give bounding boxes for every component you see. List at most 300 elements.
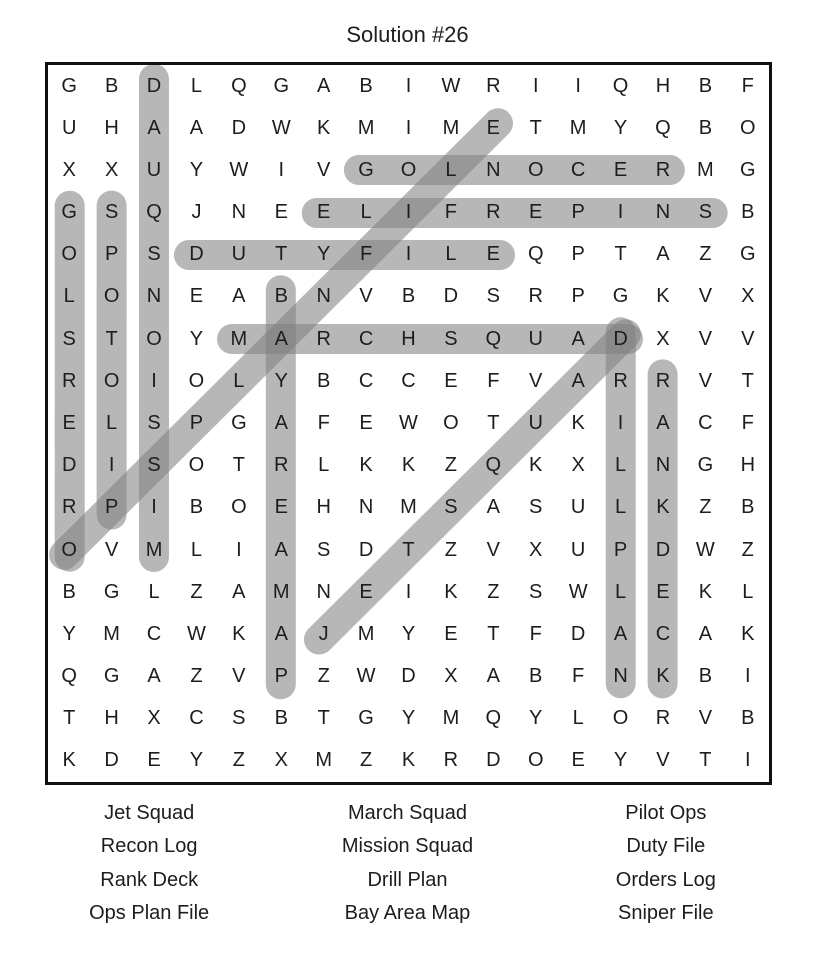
grid-cell-r7-c9: H <box>401 327 416 350</box>
grid-cell-r5-c12: Q <box>527 243 544 266</box>
grid-cell-r1-c16: B <box>698 74 713 97</box>
grid-cell-r4-c13: P <box>571 201 585 224</box>
word-list-item: March Squad <box>348 802 467 824</box>
grid-cell-r2-c2: H <box>104 116 119 139</box>
grid-cell-r12-c10: Z <box>444 538 458 561</box>
grid-cell-r13-c1: B <box>62 580 76 603</box>
grid-cell-r5-c10: L <box>445 243 457 266</box>
grid-cell-r1-c9: I <box>405 74 412 97</box>
grid-cell-r9-c7: F <box>317 411 330 434</box>
word-list <box>20 797 795 931</box>
grid-cell-r9-c4: P <box>189 411 204 434</box>
grid-cell-r16-c7: T <box>317 707 330 730</box>
grid-cell-r15-c3: A <box>147 665 161 688</box>
grid-cell-r17-c12: O <box>527 749 544 772</box>
grid-cell-r14-c10: E <box>444 622 458 645</box>
grid-cell-r6-c15: K <box>656 285 670 308</box>
word-list-item: Jet Squad <box>104 802 195 824</box>
grid-cell-r14-c9: Y <box>401 622 416 645</box>
grid-cell-r15-c12: B <box>529 665 543 688</box>
grid-cell-r4-c5: N <box>231 201 247 224</box>
grid-cell-r13-c15: E <box>656 580 670 603</box>
grid-cell-r5-c3: S <box>147 243 161 266</box>
grid-cell-r5-c8: F <box>359 243 373 266</box>
grid-cell-r15-c2: G <box>103 665 120 688</box>
grid-cell-r9-c14: I <box>617 411 624 434</box>
grid-cell-r16-c10: M <box>442 707 460 730</box>
grid-cell-r16-c9: Y <box>401 707 416 730</box>
grid-cell-r12-c7: S <box>317 538 331 561</box>
grid-cell-r15-c10: X <box>444 665 458 688</box>
grid-cell-r10-c15: N <box>655 454 671 477</box>
grid-cell-r8-c5: L <box>233 369 245 392</box>
grid-cell-r17-c7: M <box>315 749 332 772</box>
grid-cell-r4-c4: J <box>191 201 202 224</box>
grid-cell-r8-c8: C <box>358 369 374 392</box>
puzzle-title: Solution #26 <box>346 22 469 47</box>
grid-cell-r13-c13: W <box>568 580 588 603</box>
grid-cell-r16-c12: Y <box>529 707 543 730</box>
grid-cell-r6-c16: V <box>698 285 713 308</box>
grid-cell-r17-c1: K <box>62 749 76 772</box>
grid-cell-r15-c15: K <box>656 665 670 688</box>
grid-cell-r16-c8: G <box>358 707 374 730</box>
grid-cell-r4-c7: E <box>317 201 331 224</box>
grid-cell-r10-c8: K <box>359 454 373 477</box>
grid-cell-r3-c16: M <box>697 158 714 181</box>
grid-cell-r16-c3: X <box>147 707 161 730</box>
grid-cell-r15-c5: V <box>232 665 246 688</box>
grid-cell-r15-c1: Q <box>61 665 77 688</box>
grid-cell-r1-c2: B <box>104 74 119 97</box>
grid-cell-r17-c6: X <box>274 749 288 772</box>
grid-cell-r10-c14: L <box>614 454 627 477</box>
grid-cell-r8-c12: V <box>529 369 543 392</box>
grid-cell-r16-c13: L <box>572 707 584 730</box>
grid-cell-r11-c5: O <box>231 496 247 519</box>
grid-cell-r12-c9: T <box>402 538 415 561</box>
grid-cell-r16-c11: Q <box>485 707 502 730</box>
grid-cell-r4-c10: F <box>444 201 458 224</box>
grid-cell-r6-c13: P <box>571 285 585 308</box>
grid-cell-r8-c15: R <box>655 369 671 392</box>
grid-cell-r10-c3: S <box>147 454 161 477</box>
grid-cell-r6-c6: B <box>274 285 288 308</box>
grid-cell-r10-c1: D <box>61 454 77 477</box>
grid-cell-r1-c13: I <box>575 74 581 97</box>
grid-cell-r12-c1: O <box>61 538 77 561</box>
grid-cell-r16-c1: T <box>63 707 76 730</box>
grid-cell-r13-c12: S <box>529 580 543 603</box>
grid-cell-r7-c3: O <box>146 327 162 350</box>
grid-cell-r5-c6: T <box>275 243 288 266</box>
grid-cell-r7-c16: V <box>698 327 713 350</box>
grid-cell-r16-c5: S <box>232 707 246 730</box>
word-list-item: Rank Deck <box>100 868 199 891</box>
grid-cell-r2-c9: I <box>405 116 412 139</box>
grid-cell-r3-c11: N <box>486 158 501 181</box>
grid-cell-r14-c6: A <box>274 622 288 645</box>
grid-cell-r2-c12: T <box>529 116 542 139</box>
grid-cell-r4-c17: B <box>741 201 755 224</box>
grid-cell-r9-c2: L <box>106 411 118 434</box>
grid-cell-r8-c13: A <box>571 369 585 392</box>
grid-cell-r4-c11: R <box>486 201 501 224</box>
grid-cell-r14-c8: M <box>357 622 375 645</box>
grid-cell-r14-c12: F <box>529 622 542 645</box>
grid-cell-r6-c11: S <box>486 285 500 308</box>
grid-cell-r10-c10: Z <box>444 454 458 477</box>
grid-cell-r8-c17: T <box>741 369 754 392</box>
grid-cell-r5-c15: A <box>656 243 670 266</box>
word-list-item: Pilot Ops <box>625 802 707 824</box>
grid-cell-r5-c4: D <box>189 243 204 266</box>
grid-cell-r3-c12: O <box>527 158 544 181</box>
grid-cell-r11-c6: E <box>274 496 288 519</box>
grid-cell-r15-c8: W <box>356 665 376 688</box>
grid-cell-r12-c16: W <box>695 538 715 561</box>
word-list-item: Drill Plan <box>367 868 448 891</box>
grid-cell-r2-c15: Q <box>655 116 671 139</box>
grid-cell-r10-c11: Q <box>485 454 502 477</box>
grid-cell-r4-c1: G <box>61 201 77 224</box>
grid-cell-r1-c4: L <box>190 74 202 97</box>
grid-cell-r8-c10: E <box>444 369 458 392</box>
grid-cell-r8-c14: R <box>613 369 628 392</box>
grid-cell-r4-c15: N <box>655 201 671 224</box>
grid-cell-r17-c10: R <box>443 749 459 772</box>
grid-cell-r1-c6: G <box>273 74 290 97</box>
grid-cell-r12-c17: Z <box>741 538 754 561</box>
word-list-item: Ops Plan File <box>89 902 210 925</box>
grid-cell-r16-c15: R <box>655 707 671 730</box>
grid-cell-r1-c12: I <box>532 74 539 97</box>
grid-cell-r15-c7: Z <box>317 665 330 688</box>
grid-cell-r1-c5: Q <box>231 74 247 97</box>
grid-cell-r11-c17: B <box>741 496 755 519</box>
grid-cell-r9-c11: T <box>487 411 500 434</box>
word-list-item: Recon Log <box>100 835 198 858</box>
grid-cell-r12-c15: D <box>655 538 671 561</box>
grid-cell-r4-c2: S <box>104 201 119 224</box>
grid-cell-r3-c6: I <box>278 158 285 181</box>
grid-cell-r4-c12: E <box>529 201 543 224</box>
grid-cell-r6-c7: N <box>316 285 331 308</box>
grid-cell-r1-c7: A <box>317 74 331 97</box>
grid-cell-r14-c14: A <box>613 622 628 645</box>
grid-cell-r2-c8: M <box>357 116 375 139</box>
grid-cell-r10-c5: T <box>232 454 245 477</box>
grid-cell-r17-c5: Z <box>232 749 245 772</box>
grid-cell-r3-c17: G <box>740 158 756 181</box>
grid-cell-r9-c16: C <box>698 411 713 434</box>
grid-cell-r16-c17: B <box>741 707 755 730</box>
grid-cell-r16-c2: H <box>104 707 119 730</box>
grid-cell-r13-c8: E <box>359 580 373 603</box>
grid-cell-r6-c17: X <box>741 285 755 308</box>
grid-cell-r1-c1: G <box>61 74 77 97</box>
grid-cell-r13-c2: G <box>103 580 120 603</box>
grid-cell-r17-c16: T <box>699 749 712 772</box>
grid-cell-r2-c1: U <box>61 116 77 139</box>
grid-cell-r14-c1: Y <box>62 622 76 645</box>
grid-cell-r3-c13: C <box>570 158 586 181</box>
grid-cell-r10-c17: H <box>740 454 756 477</box>
grid-cell-r11-c4: B <box>189 496 204 519</box>
grid-cell-r8-c1: R <box>61 369 77 392</box>
grid-cell-r15-c11: A <box>486 665 500 688</box>
grid-cell-r15-c13: F <box>572 665 585 688</box>
grid-cell-r13-c4: Z <box>190 580 203 603</box>
word-list-column-3 <box>537 797 795 931</box>
grid-cell-r3-c7: V <box>317 158 331 181</box>
grid-cell-r12-c14: P <box>613 538 628 561</box>
grid-cell-r12-c4: L <box>190 538 202 561</box>
grid-cell-r2-c6: W <box>271 116 291 139</box>
wordsearch-grid <box>45 62 772 785</box>
grid-cell-r1-c3: D <box>146 74 162 97</box>
grid-cell-r2-c5: D <box>231 116 247 139</box>
grid-cell-r13-c11: Z <box>487 580 500 603</box>
grid-cell-r5-c13: P <box>571 243 585 266</box>
grid-cell-r14-c16: A <box>698 622 713 645</box>
grid-cell-r7-c12: U <box>528 327 543 350</box>
grid-cell-r9-c13: K <box>571 411 585 434</box>
grid-cell-r11-c9: M <box>400 496 417 519</box>
grid-cell-r13-c6: M <box>272 580 290 603</box>
grid-cell-r11-c15: K <box>656 496 670 519</box>
grid-cell-r14-c3: C <box>146 622 162 645</box>
grid-cell-r16-c6: B <box>274 707 288 730</box>
grid-cell-r16-c14: O <box>612 707 629 730</box>
grid-cell-r17-c11: D <box>486 749 501 772</box>
word-list-item: Duty File <box>626 835 706 858</box>
grid-cell-r16-c16: V <box>698 707 713 730</box>
grid-cell-r9-c3: S <box>147 411 161 434</box>
grid-cell-r3-c4: Y <box>189 158 204 181</box>
grid-cell-r12-c5: I <box>236 538 242 561</box>
grid-cell-r15-c4: Z <box>190 665 203 688</box>
grid-cell-r10-c16: G <box>697 454 714 477</box>
grid-cell-r17-c8: Z <box>359 749 373 772</box>
grid-cell-r8-c11: F <box>487 369 500 392</box>
grid-cell-r9-c5: G <box>231 411 247 434</box>
grid-cell-r6-c1: L <box>63 285 75 308</box>
grid-cell-r5-c14: T <box>614 243 627 266</box>
grid-cell-r10-c4: O <box>188 454 205 477</box>
grid-cell-r1-c15: H <box>655 74 671 97</box>
grid-cell-r10-c7: L <box>318 454 330 477</box>
grid-cell-r13-c10: K <box>444 580 458 603</box>
grid-cell-r14-c13: D <box>570 622 586 645</box>
grid-cell-r8-c6: Y <box>274 369 288 392</box>
grid-cell-r4-c3: Q <box>146 201 162 224</box>
grid-cell-r1-c14: Q <box>612 74 629 97</box>
grid-cell-r12-c6: A <box>274 538 288 561</box>
grid-cell-r3-c1: X <box>62 158 76 181</box>
grid-cell-r7-c10: S <box>444 327 458 350</box>
grid-cell-r1-c11: R <box>486 74 501 97</box>
grid-cell-r17-c3: E <box>147 749 161 772</box>
grid-cell-r13-c3: L <box>148 580 160 603</box>
grid-cell-r2-c17: O <box>740 116 756 139</box>
grid-cell-r7-c11: Q <box>485 327 502 350</box>
grid-cell-r8-c4: O <box>188 369 205 392</box>
grid-cell-r6-c10: D <box>443 285 459 308</box>
grid-cell-r7-c6: A <box>274 327 288 350</box>
grid-cell-r5-c9: I <box>405 243 412 266</box>
grid-cell-r13-c9: I <box>405 580 412 603</box>
grid-cell-r8-c2: O <box>103 369 120 392</box>
grid-cell-r1-c17: F <box>741 74 754 97</box>
grid-cell-r14-c15: C <box>655 622 671 645</box>
grid-cell-r16-c4: C <box>189 707 204 730</box>
grid-cell-r15-c6: P <box>274 665 288 688</box>
grid-cell-r5-c16: Z <box>699 243 712 266</box>
grid-cell-r5-c5: U <box>231 243 247 266</box>
grid-cell-r14-c17: K <box>741 622 755 645</box>
grid-cell-r5-c7: Y <box>317 243 331 266</box>
grid-cell-r17-c15: V <box>656 749 670 772</box>
grid-cell-r15-c17: I <box>745 665 751 688</box>
grid-cell-r7-c17: V <box>741 327 755 350</box>
grid-cell-r2-c4: A <box>189 116 204 139</box>
grid-cell-r3-c14: E <box>613 158 628 181</box>
grid-cell-r9-c9: W <box>399 411 418 434</box>
grid-cell-r9-c6: A <box>274 411 288 434</box>
grid-cell-r17-c17: I <box>745 749 751 772</box>
grid-cell-r2-c10: M <box>442 116 460 139</box>
grid-cell-r3-c15: R <box>655 158 671 181</box>
grid-cell-r15-c9: D <box>401 665 416 688</box>
grid-cell-r7-c2: T <box>105 327 118 350</box>
grid-cell-r3-c10: L <box>445 158 457 181</box>
grid-cell-r14-c7: J <box>318 622 329 645</box>
grid-cell-r7-c7: R <box>316 327 331 350</box>
grid-cell-r17-c14: Y <box>613 749 628 772</box>
grid-cell-r7-c4: Y <box>189 327 204 350</box>
grid-cell-r5-c17: G <box>740 243 756 266</box>
grid-cell-r12-c12: X <box>529 538 543 561</box>
grid-cell-r5-c1: O <box>61 243 77 266</box>
grid-cell-r1-c10: W <box>441 74 461 97</box>
grid-cell-r11-c14: L <box>614 496 627 519</box>
grid-cell-r13-c7: N <box>316 580 331 603</box>
grid-cell-r7-c15: X <box>656 327 670 350</box>
grid-cell-r11-c16: Z <box>699 496 712 519</box>
word-list-item: Sniper File <box>618 902 714 925</box>
grid-cell-r7-c14: D <box>613 327 628 350</box>
grid-cell-r6-c2: O <box>103 285 120 308</box>
grid-cell-r15-c16: B <box>698 665 713 688</box>
grid-cell-r5-c11: E <box>486 243 500 266</box>
grid-cell-r2-c13: M <box>569 116 587 139</box>
word-list-item: Mission Squad <box>341 835 474 858</box>
grid-cell-r4-c16: S <box>698 201 713 224</box>
grid-cell-r6-c12: R <box>528 285 543 308</box>
grid-cell-r2-c11: E <box>486 116 500 139</box>
grid-cell-r7-c8: C <box>358 327 374 350</box>
grid-cell-r14-c11: T <box>487 622 500 645</box>
grid-cell-r4-c9: I <box>405 201 412 224</box>
grid-cell-r12-c2: V <box>104 538 119 561</box>
grid-cell-r13-c5: A <box>232 580 246 603</box>
grid-cell-r6-c9: B <box>401 285 416 308</box>
grid-cell-r10-c6: R <box>274 454 289 477</box>
grid-cell-r10-c12: K <box>529 454 543 477</box>
grid-cell-r11-c7: H <box>316 496 331 519</box>
grid-cell-r13-c14: L <box>614 580 627 603</box>
grid-cell-r11-c11: A <box>486 496 500 519</box>
grid-cell-r9-c1: E <box>62 411 76 434</box>
grid-cell-r15-c14: N <box>613 665 628 688</box>
grid-cell-r8-c9: C <box>401 369 416 392</box>
word-list-column-2 <box>278 797 536 931</box>
grid-cell-r3-c9: O <box>400 158 417 181</box>
grid-cell-r4-c6: E <box>274 201 288 224</box>
grid-cell-r10-c13: X <box>571 454 585 477</box>
grid-cell-r17-c4: Y <box>189 749 204 772</box>
grid-cell-r9-c12: U <box>528 411 543 434</box>
grid-cell-r11-c3: I <box>151 496 157 519</box>
grid-cell-r3-c5: W <box>229 158 249 181</box>
letters-layer <box>48 65 769 782</box>
grid-cell-r14-c4: W <box>186 622 206 645</box>
grid-cell-r9-c8: E <box>359 411 373 434</box>
grid-cell-r1-c8: B <box>359 74 373 97</box>
grid-cell-r7-c13: A <box>571 327 585 350</box>
grid-cell-r3-c2: X <box>104 158 119 181</box>
grid-cell-r11-c1: R <box>61 496 77 519</box>
grid-cell-r5-c2: P <box>104 243 119 266</box>
grid-cell-r11-c10: S <box>444 496 458 519</box>
grid-cell-r6-c5: A <box>232 285 246 308</box>
grid-cell-r6-c4: E <box>189 285 204 308</box>
grid-cell-r2-c14: Y <box>613 116 628 139</box>
grid-cell-r3-c8: G <box>358 158 374 181</box>
grid-cell-r12-c3: M <box>145 538 163 561</box>
grid-cell-r7-c1: S <box>62 327 76 350</box>
grid-cell-r2-c7: K <box>317 116 331 139</box>
grid-cell-r11-c12: S <box>529 496 543 519</box>
grid-cell-r8-c16: V <box>698 369 713 392</box>
grid-cell-r10-c2: I <box>108 454 115 477</box>
grid-cell-r10-c9: K <box>401 454 416 477</box>
word-list-item: Bay Area Map <box>344 902 471 925</box>
grid-cell-r9-c15: A <box>656 411 670 434</box>
grid-cell-r7-c5: M <box>230 327 248 350</box>
grid-cell-r6-c8: V <box>359 285 373 308</box>
grid-cell-r12-c8: D <box>358 538 374 561</box>
grid-cell-r2-c16: B <box>698 116 713 139</box>
grid-cell-r9-c10: O <box>443 411 459 434</box>
grid-cell-r12-c13: U <box>570 538 586 561</box>
grid-cell-r12-c11: V <box>486 538 500 561</box>
grid-cell-r13-c17: L <box>742 580 754 603</box>
grid-cell-r4-c14: I <box>617 201 624 224</box>
grid-cell-r4-c8: L <box>360 201 372 224</box>
grid-cell-r14-c5: K <box>232 622 246 645</box>
grid-cell-r14-c2: M <box>103 622 120 645</box>
grid-cell-r17-c2: D <box>104 749 119 772</box>
grid-cell-r17-c9: K <box>401 749 416 772</box>
grid-cell-r2-c3: A <box>147 116 161 139</box>
grid-cell-r8-c3: I <box>151 369 157 392</box>
grid-cell-r13-c16: K <box>698 580 713 603</box>
grid-cell-r6-c14: G <box>612 285 629 308</box>
grid-cell-r17-c13: E <box>571 749 585 772</box>
grid-cell-r11-c2: P <box>104 496 119 519</box>
